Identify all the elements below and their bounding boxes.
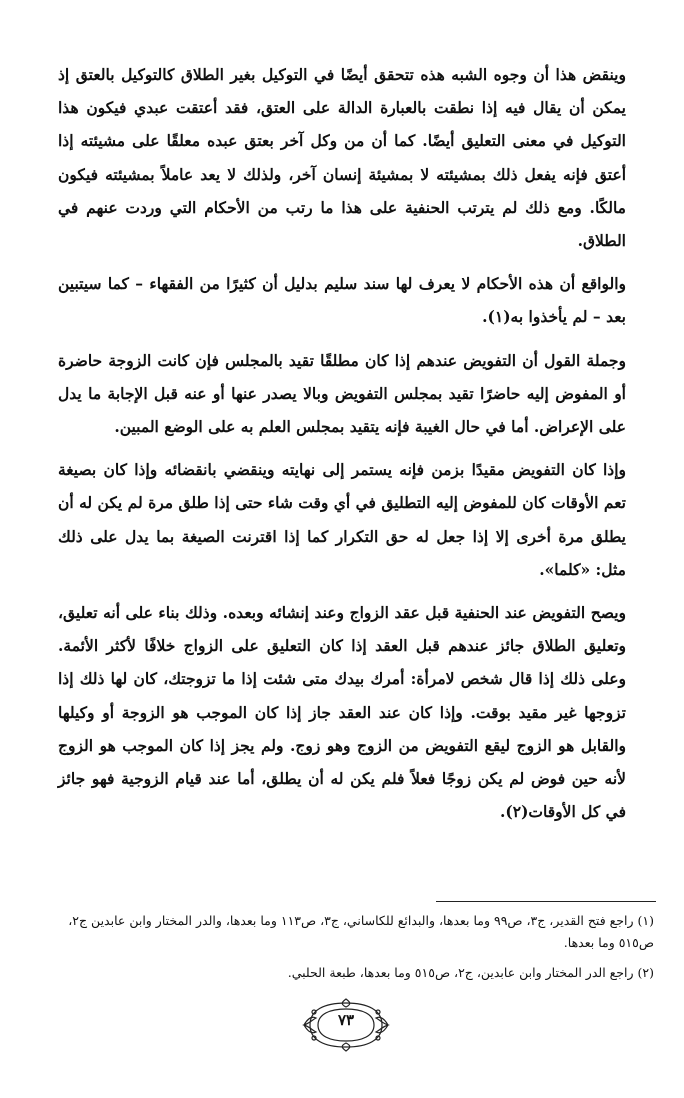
paragraph-2: والواقع أن هذه الأحكام لا يعرف لها سند سليم بدليل أن كثيرًا من الفقهاء – كما سيتبين بعد – لم يأخذوا به(١). <box>58 274 626 327</box>
paragraph-4: وإذا كان التفويض مقيدًا بزمن فإنه يستمر إلى نهايته وينقضي بانقضائه وإذا كان بصيغة تعم الأوقات كان للمفوض إليه التطليق في أي وقت شاء حتى إذا طلق مرة لم يكن له أن يطلق مرة أخرى إلا إذا جعل له حق التكرار كما إذا اقترنت الصيغة بما يدل على ذلك مثل: «كلما». <box>58 460 626 579</box>
paragraph-1: وينقض هذا أن وجوه الشبه هذه تتحقق أيضًا في التوكيل بغير الطلاق كالتوكيل بالعتق إذ يمكن أن يقال فيه إذا نطقت بالعبارة الدالة على العتق، فقد أعتقت عبدي فيكون هذا التوكيل في معنى التعليق أيضًا. كما أن من وكل آخر بعتق عبده معلقًا على مشيئته إذا أعتق فإنه يفعل ذلك بمشيئته لا بمشيئة إنسان آخر، ولذلك لا يعد عاملاً بمشيئته فيكون مالكًا. ومع ذلك لم يترتب الحنفية على هذا ما رتب من الأحكام التي وردت عنهم في الطلاق. <box>58 65 626 251</box>
footnote-1: (١) راجع فتح القدير، ج٣، ص٩٩ وما بعدها، والبدائع للكاساني، ج٣، ص١١٣ وما بعدها، والدر المختار وابن عابدين ج٢، ص٥١٥ وما بعدها. <box>68 913 654 950</box>
page-number: ٧٣ <box>337 1011 355 1029</box>
paragraph-3: وجملة القول أن التفويض عندهم إذا كان مطلقًا تقيد بالمجلس فإن كانت الزوجة حاضرة أو المفوض إليه حاضرًا تقيد بمجلس التفويض وبالا يصدر عنها أو عنه قبل الإجابة ما يدل على الإعراض. أما في حال الغيبة فإنه يتقيد بمجلس العلم به على الوضع المبين. <box>58 350 626 437</box>
footnote-2: (٢) راجع الدر المختار وابن عابدين، ج٢، ص٥١٥ وما بعدها، طبعة الحلبي. <box>287 965 654 980</box>
main-text <box>58 58 654 838</box>
footnotes <box>58 910 654 992</box>
paragraph-5: ويصح التفويض عند الحنفية قبل عقد الزواج وعند إنشائه وبعده. وذلك بناء على أنه تعليق، وتعليق الطلاق جائز عندهم قبل العقد إذا كان التعليق على الزواج خلافًا لأكثر الأئمة. وعلى ذلك إذا قال شخص لامرأة: أمرك بيدك متى شئت إذا ما تزوجتك، كان لها ذلك إذا تزوجها غير مقيد بوقت. وإذا كان عند العقد جاز إذا كان الموجب هو الزوجة أو وكيلها والقابل هو الزوج ليقع التفويض من الزوج وهو زوج. ولم يجز إذا كان الموجب هو الزوج لأنه حين فوض لم يكن زوجًا فعلاً فلم يكن له أن يطلق، أما عند قيام الزوجية فهو جائز في كل الأوقات(٢). <box>58 603 626 822</box>
footnote-separator <box>436 901 656 902</box>
